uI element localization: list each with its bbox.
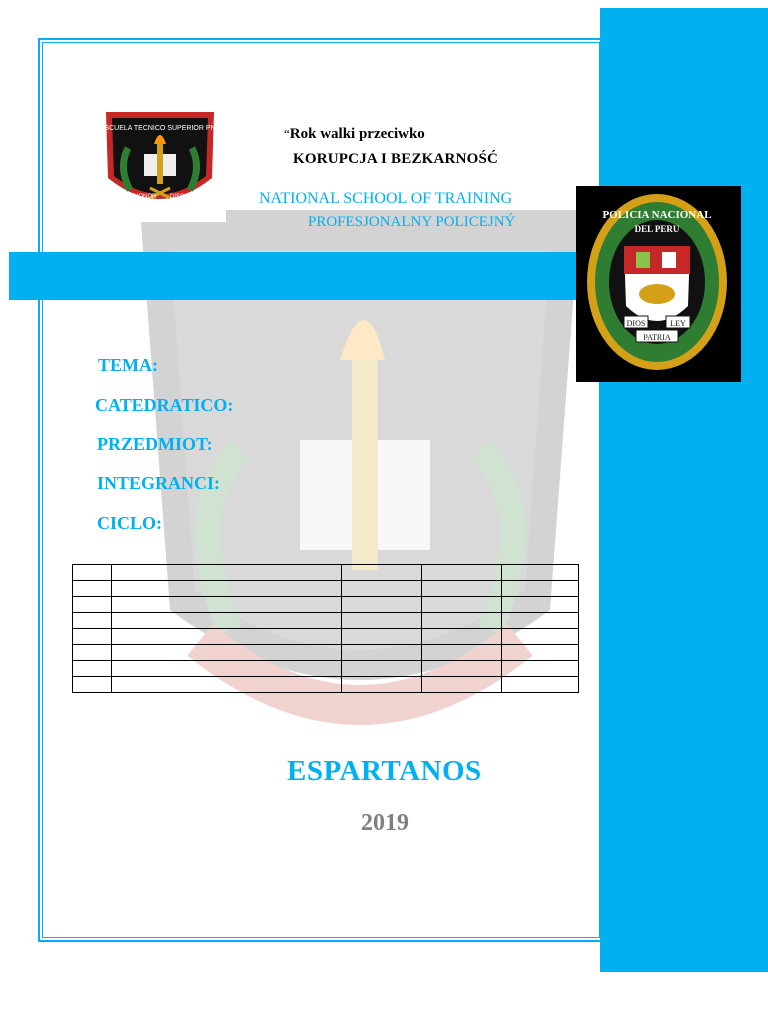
table-cell[interactable] bbox=[73, 677, 112, 693]
table-cell[interactable] bbox=[73, 661, 112, 677]
school-logo-disciplina-text: DISCIPLINA bbox=[170, 194, 204, 200]
group-name: ESPARTANOS bbox=[287, 755, 482, 787]
table-cell[interactable] bbox=[502, 581, 579, 597]
table-cell[interactable] bbox=[502, 645, 579, 661]
police-logo-patria-text: PATRIA bbox=[643, 333, 671, 342]
table-cell[interactable] bbox=[112, 581, 342, 597]
table-row bbox=[73, 629, 579, 645]
table-row bbox=[73, 661, 579, 677]
police-logo bbox=[576, 186, 738, 382]
police-logo-ley-text: LEY bbox=[670, 319, 686, 328]
motto-line-1 bbox=[284, 126, 425, 143]
table-row bbox=[73, 565, 579, 581]
table-cell[interactable] bbox=[422, 661, 502, 677]
school-logo bbox=[94, 98, 226, 222]
police-logo-top-text: POLICIA NACIONAL bbox=[602, 209, 712, 221]
police-logo-del-peru-text: DEL PERU bbox=[634, 224, 680, 234]
table-cell[interactable] bbox=[502, 661, 579, 677]
motto-quote-mark: “ bbox=[284, 126, 290, 141]
school-logo-honor-text: HONOR bbox=[134, 194, 157, 200]
table-cell[interactable] bbox=[73, 581, 112, 597]
table-cell[interactable] bbox=[502, 597, 579, 613]
table-cell[interactable] bbox=[342, 565, 422, 581]
table-cell[interactable] bbox=[112, 677, 342, 693]
table-cell[interactable] bbox=[342, 645, 422, 661]
table-cell[interactable] bbox=[73, 645, 112, 661]
table-cell[interactable] bbox=[342, 613, 422, 629]
police-logo-edge bbox=[738, 186, 741, 382]
field-ciclo: CICLO: bbox=[97, 513, 163, 533]
table-cell[interactable] bbox=[112, 565, 342, 581]
field-catedratico: CATEDRATICO: bbox=[95, 395, 234, 415]
table-cell[interactable] bbox=[342, 677, 422, 693]
table-cell[interactable] bbox=[502, 613, 579, 629]
table-cell[interactable] bbox=[73, 613, 112, 629]
table-cell[interactable] bbox=[422, 597, 502, 613]
header-band bbox=[9, 252, 600, 300]
table-row bbox=[73, 581, 579, 597]
school-name-line-2: PROFESJONALNY POLICEJNÝ bbox=[308, 214, 516, 230]
table-cell[interactable] bbox=[73, 597, 112, 613]
table-cell[interactable] bbox=[422, 565, 502, 581]
table-cell[interactable] bbox=[112, 629, 342, 645]
right-accent-bar bbox=[600, 8, 768, 972]
table-cell[interactable] bbox=[502, 629, 579, 645]
table-cell[interactable] bbox=[112, 613, 342, 629]
table-cell[interactable] bbox=[502, 677, 579, 693]
table-cell[interactable] bbox=[73, 629, 112, 645]
table-cell[interactable] bbox=[342, 581, 422, 597]
table-cell[interactable] bbox=[112, 645, 342, 661]
table-cell[interactable] bbox=[112, 661, 342, 677]
table-row bbox=[73, 613, 579, 629]
field-przedmiot: PRZEDMIOT: bbox=[97, 434, 213, 454]
table-row bbox=[73, 645, 579, 661]
field-tema: TEMA: bbox=[98, 355, 158, 375]
year: 2019 bbox=[361, 810, 409, 836]
motto-line-1-text: Rok walki przeciwko bbox=[289, 126, 425, 142]
table-cell[interactable] bbox=[422, 645, 502, 661]
table-cell[interactable] bbox=[422, 677, 502, 693]
table-cell[interactable] bbox=[422, 629, 502, 645]
motto-line-2: KORUPCJA I BEZKARNOŚĆ bbox=[293, 151, 499, 167]
members-table bbox=[72, 564, 579, 693]
school-shield-icon bbox=[94, 98, 226, 222]
table-cell[interactable] bbox=[342, 597, 422, 613]
table-cell[interactable] bbox=[342, 661, 422, 677]
police-logo-dios-text: DIOS bbox=[626, 319, 646, 328]
table-cell[interactable] bbox=[112, 597, 342, 613]
school-name-line-1: NATIONAL SCHOOL OF TRAINING bbox=[259, 190, 513, 207]
table-cell[interactable] bbox=[73, 565, 112, 581]
school-logo-top-text: ESCUELA TECNICO SUPERIOR PNP bbox=[99, 125, 221, 132]
table-cell[interactable] bbox=[422, 613, 502, 629]
table-cell[interactable] bbox=[502, 565, 579, 581]
table-row bbox=[73, 597, 579, 613]
table-row bbox=[73, 677, 579, 693]
police-emblem-icon bbox=[576, 186, 738, 382]
table-cell[interactable] bbox=[422, 581, 502, 597]
field-integranci: INTEGRANCI: bbox=[97, 473, 221, 493]
table-cell[interactable] bbox=[342, 629, 422, 645]
